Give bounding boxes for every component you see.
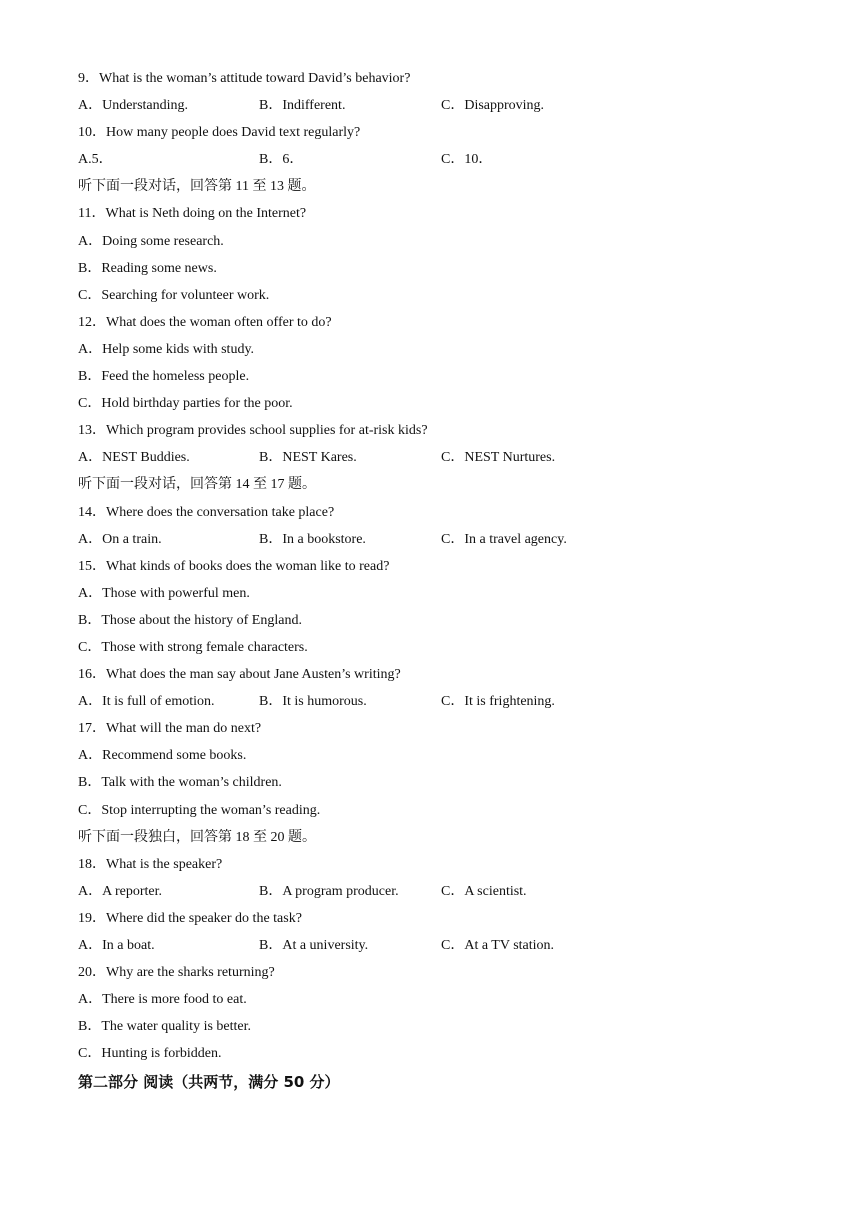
option-text: B．In a bookstore. [259, 531, 366, 547]
option-text: B．6． [259, 152, 304, 168]
question-list [78, 68, 798, 1070]
text-line: C．Those with strong female characters. [78, 639, 308, 655]
option-text: A．It is full of emotion. [78, 694, 215, 710]
text-line: 15．What kinds of books does the woman like to read? [78, 558, 390, 574]
option-row [78, 691, 798, 718]
text-line: A．Doing some research. [78, 233, 224, 249]
option-text: B．Indifferent. [259, 98, 346, 114]
text-line: B．Reading some news. [78, 260, 217, 276]
text-line: 听下面一段对话，回答第 14 至 17 题。 [78, 477, 316, 493]
option-text: B．At a university. [259, 938, 369, 953]
text-line: 18．What is the speaker? [78, 856, 223, 872]
option-text: B．A program producer. [259, 883, 399, 899]
option-text: C．A scientist. [441, 883, 527, 899]
text-line: 听下面一段对话，回答第 11 至 13 题。 [78, 179, 316, 195]
text-line: B．Talk with the woman’s children. [78, 775, 282, 791]
option-row [78, 149, 798, 176]
option-text: C．At a TV station. [441, 938, 555, 953]
option-text: C．10． [441, 152, 493, 168]
text-line: C．Hold birthday parties for the poor. [78, 396, 293, 412]
text-line: A．There is more food to eat. [78, 992, 247, 1008]
text-line: 20．Why are the sharks returning? [78, 965, 275, 981]
text-line: C．Hunting is forbidden. [78, 1046, 222, 1062]
option-text: C．Disapproving. [441, 98, 545, 114]
text-line: A．Recommend some books. [78, 748, 247, 764]
option-row [78, 447, 798, 474]
text-line: 11．What is Neth doing on the Internet? [78, 206, 307, 222]
text-line: A．Help some kids with study. [78, 341, 255, 357]
option-text: A．In a boat. [78, 938, 155, 953]
text-line: 10．How many people does David text regularly? [78, 125, 361, 141]
exam-page [78, 68, 798, 1097]
text-line: 16．What does the man say about Jane Austen’s writing? [78, 667, 401, 683]
section-title: 第二部分 阅读（共两节，满分 50 分） [78, 1073, 340, 1092]
text-line: 17．What will the man do next? [78, 721, 262, 737]
option-text: C．It is frightening. [441, 694, 555, 710]
text-line: 听下面一段独白，回答第 18 至 20 题。 [78, 829, 316, 845]
text-line: C．Searching for volunteer work. [78, 287, 270, 303]
option-text: A．Understanding. [78, 98, 189, 114]
option-text: C．In a travel agency. [441, 531, 567, 547]
option-text: B．It is humorous. [259, 694, 367, 710]
option-text: A.5． [78, 152, 113, 168]
option-row [78, 529, 798, 556]
text-line: 13．Which program provides school supplies for at-risk kids? [78, 423, 428, 439]
text-line: 9．What is the woman’s attitude toward David’s behavior? [78, 71, 411, 86]
text-line: B．Feed the homeless people. [78, 369, 250, 385]
text-line: B．Those about the history of England. [78, 612, 302, 628]
text-line: 19．Where did the speaker do the task? [78, 910, 302, 926]
option-row [78, 881, 798, 908]
option-text: A．A reporter. [78, 883, 162, 899]
option-text: A．On a train. [78, 531, 162, 547]
text-line: C．Stop interrupting the woman’s reading. [78, 802, 321, 818]
option-row [78, 95, 798, 122]
text-line: A．Those with powerful men. [78, 585, 250, 601]
option-text: A．NEST Buddies. [78, 450, 190, 466]
text-line: 14．Where does the conversation take place? [78, 504, 335, 520]
text-line: 12．What does the woman often offer to do? [78, 314, 332, 330]
option-text: C．NEST Nurtures. [441, 450, 556, 466]
option-text: B．NEST Kares. [259, 450, 357, 466]
text-line: B．The water quality is better. [78, 1019, 252, 1035]
option-row [78, 935, 798, 962]
